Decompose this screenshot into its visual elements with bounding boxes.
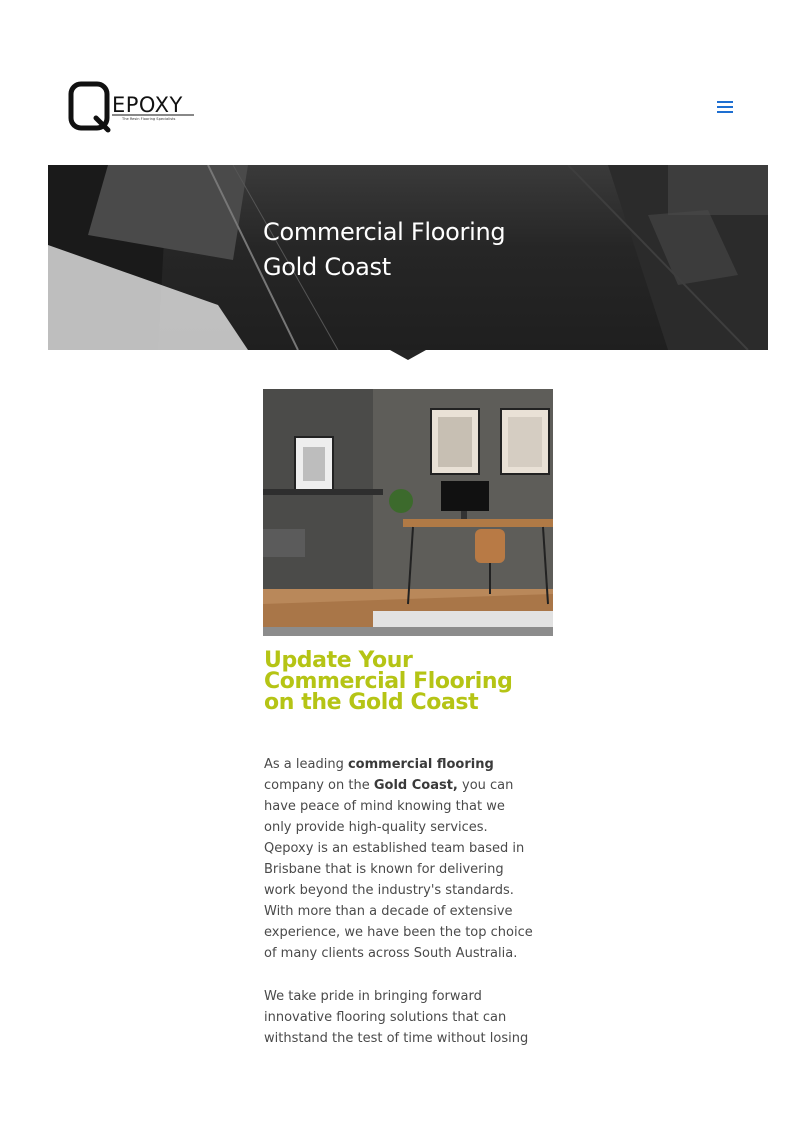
hero-notch	[390, 350, 426, 360]
hero-title-line-1: Commercial Flooring	[263, 218, 506, 246]
body-text	[264, 754, 536, 1071]
logo[interactable]	[68, 80, 198, 134]
hero-title-line-2: Gold Coast	[263, 253, 391, 281]
hamburger-menu-icon[interactable]	[712, 97, 738, 119]
logo-tagline: The Resin Flooring Specialists	[122, 117, 176, 121]
section-heading-line-2: Commercial Flooring	[264, 669, 513, 694]
paragraph-1: As a leading commercial flooring company on the Gold Coast, you can have peace of mind knowing that we only provide high-quality services. Qepoxy is an established team based in Brisbane that is known for delivering work beyond the industry's standards. With more than a decade of extensive experience, we have been the top choice of many clients across South Australia.	[264, 757, 533, 961]
section-heading-line-3: on the Gold Coast	[264, 690, 479, 715]
paragraph-2: We take pride in bringing forward innovative flooring solutions that can withstand the test of time without losing	[264, 989, 529, 1046]
section-heading-line-1: Update Your	[264, 648, 413, 673]
keyword-gold-coast: Gold Coast,	[373, 778, 458, 793]
logo-wordmark: EPOXY	[112, 93, 183, 117]
section-heading	[264, 650, 554, 713]
keyword-commercial-flooring: commercial flooring	[347, 757, 494, 772]
hero-banner	[48, 165, 768, 350]
office-photo	[263, 389, 553, 636]
hero-title	[263, 215, 563, 285]
